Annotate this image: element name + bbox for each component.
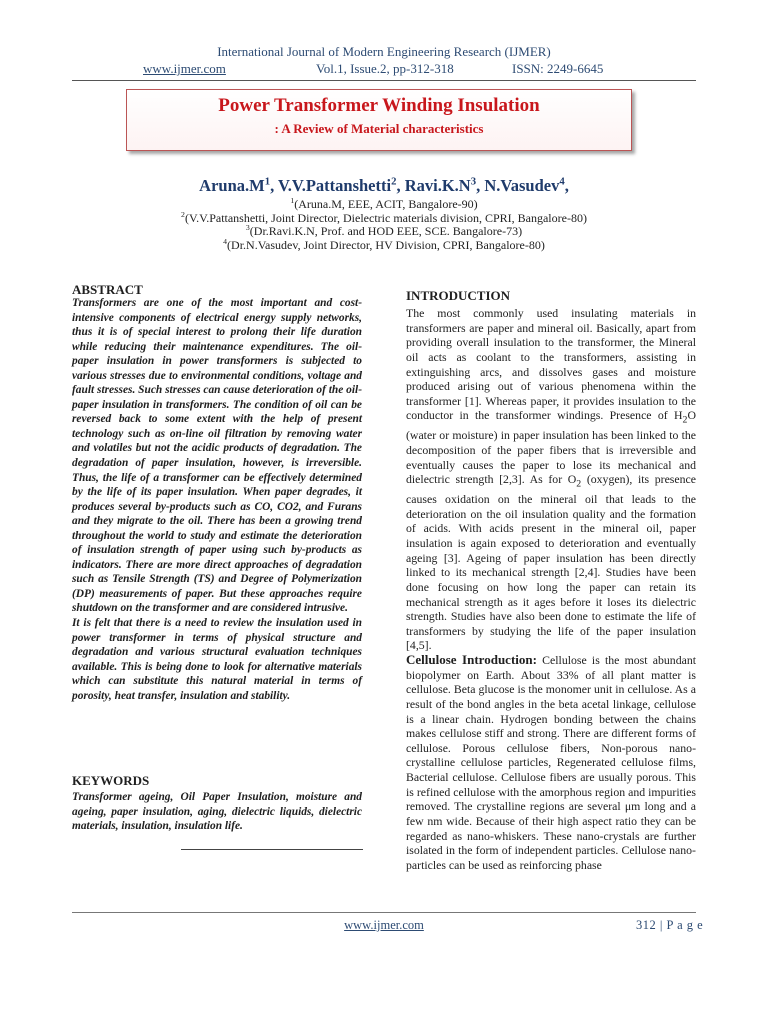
cellulose-body	[406, 653, 696, 872]
author-2: V.V.Pattanshetti	[278, 176, 392, 195]
paper-subtitle: : A Review of Material characteristics	[274, 121, 484, 136]
author-sep: ,	[270, 176, 279, 195]
author-4: N.Vasudev	[484, 176, 560, 195]
footer-website-link[interactable]: www.ijmer.com	[344, 918, 424, 932]
author-list	[0, 176, 768, 196]
intro-text-1: The most commonly used insulating materials in transformers are paper and mineral oil. Basically, apart from providing overall insulation to the transformer, the Mineral oil acts as coolant to the transformers, assisting in extinguishing arcs, and dissolves gases and moisture produced arising out of various phenomena within the transformer [1]. Whereas paper, it provides insulation to the conductor in the transformer windings. Presence of H	[406, 306, 696, 423]
header-rule	[72, 80, 696, 81]
intro-subscript-2: 2	[576, 478, 582, 490]
page-number: 312 | P a g e	[636, 918, 704, 932]
cellulose-paragraph	[406, 653, 696, 872]
author-1-sup: 1	[264, 175, 271, 188]
keywords-heading: KEYWORDS	[72, 773, 150, 788]
affiliation-1	[0, 197, 768, 212]
keywords-body: Transformer ageing, Oil Paper Insulation, moisture and ageing, paper insulation, aging, dielectric liquids, dielectric materials, insulation, insulation life.	[72, 791, 362, 833]
author-sep: ,	[476, 176, 485, 195]
affiliation-4-sup: 4	[223, 237, 228, 246]
title-box	[126, 89, 632, 151]
cellulose-heading: Cellulose Introduction:	[406, 652, 537, 667]
author-1: Aruna.M	[199, 176, 265, 195]
author-3-sup: 3	[470, 175, 477, 188]
abstract-heading: ABSTRACT	[72, 282, 143, 297]
affiliation-2-sup: 2	[181, 210, 185, 219]
journal-website-link[interactable]: www.ijmer.com	[143, 61, 226, 76]
author-3: Ravi.K.N	[404, 176, 471, 195]
abstract-paragraph-2: It is felt that there is a need to review the insulation used in power transformer in terms of physical structure and degradation and various structural evaluation techniques available. This is being done to look for alternative materials which can substitute this natural material in terms of porosity, heat transfer, insulation and stability.	[72, 617, 362, 702]
abstract-paragraph-1: Transformers are one of the most important and cost-intensive components of electrical energy supply networks, thus it is of special interest to prolong their life duration while reducing their maintenance expenditures. The oil-paper insulation in power transformers is subjected to various stresses due to environmental conditions, voltage and fault stresses. Such stresses can cause deterioration of the oil-paper insulation in transformers. The condition of oil can be reversed back to some extent with the help of present technology such as on-line oil filtration by removing water and volatiles but not the acidic products of degradation. The degradation of paper insulation, however, is irreversible. Thus, the life of a transformer can be effectively determined by the life of its paper insulation. When paper degrades, it produces several by-products such as CO, CO2, and Furans and they migrate to the oil. There has been a growing trend throughout the world to study and estimate the deterioration of insulation strength of paper using such by-products as indicators. There are more direct approaches of degradation such as Tensile Strength (TS) and Degree of Polymerization (DP) measurements of paper. But these approaches require shutdown on the transformer and are considered intrusive.	[72, 297, 362, 615]
column-rule	[181, 849, 363, 850]
affiliation-2-text: (V.V.Pattanshetti, Joint Director, Dielectric materials division, CPRI, Bangalore-80)	[184, 211, 587, 225]
footer-rule	[72, 912, 696, 913]
introduction-paragraph	[406, 306, 696, 653]
introduction-body	[406, 306, 696, 653]
author-2-sup: 2	[391, 175, 397, 188]
affiliation-3-sup: 3	[245, 223, 250, 232]
author-sep: ,	[396, 176, 405, 195]
affiliation-3-text: (Dr.Ravi.K.N, Prof. and HOD EEE, SCE. Bangalore-73)	[249, 224, 523, 238]
affiliation-3	[0, 224, 768, 239]
intro-text-3: (oxygen), its presence causes oxidation on the mineral oil that leads to the deterioration on the oil insulation quality and the formation of acids. With acids present in the mineral oil, paper insulation is again exposed to deterioration and eventually ageing [3]. Ageing of paper insulation has been directly linked to its mechanical strength [2,4]. Studies have been done focusing on how long the paper can retain its mechanical strength as it ages before it loses its dielectric strength. Studies have also been done to estimate the life of transformers by studying the life of the paper insulation [4,5].	[406, 472, 697, 653]
journal-issn: ISSN: 2249-6645	[512, 61, 604, 76]
introduction-heading: INTRODUCTION	[406, 288, 511, 303]
author-4-sup: 4	[559, 175, 565, 188]
affiliation-4	[0, 238, 768, 253]
affiliation-4-text: (Dr.N.Vasudev, Joint Director, HV Division, CPRI, Bangalore-80)	[227, 238, 545, 252]
affiliation-1-text: (Aruna.M, EEE, ACIT, Bangalore-90)	[294, 197, 478, 211]
journal-name: International Journal of Modern Engineering Research (IJMER)	[217, 44, 551, 59]
paper-title: Power Transformer Winding Insulation	[218, 95, 540, 116]
author-end: ,	[564, 176, 569, 195]
journal-volume: Vol.1, Issue.2, pp-312-318	[316, 61, 454, 76]
abstract-body	[72, 296, 362, 703]
intro-subscript-1: 2	[682, 414, 688, 426]
intro-text-2: O (water or moisture) in paper insulation has been linked to the decomposition of the paper fibers that is irreversible and eventually causes the paper to lose its mechanical and dielectric strength [2,3]. As for O	[406, 408, 696, 487]
cellulose-text: Cellulose is the most abundant biopolymer on Earth. About 33% of all plant matter is cellulose. Beta glucose is the monomer unit in cellulose. As a result of the bond angles in the beta acetal linkage, cellulose is a linear chain. Hydrogen bonding between the chains makes cellulose stiff and strong. There are different forms of cellulose. Porous cellulose fibers, Non-porous nano-crystalline cellulose particles, Regenerated cellulose films, Bacterial cellulose. Cellulose fibers are usually porous. This is refined cellulose with the amorphous region and impurities removed. The crystalline regions are several μm long and a few nm wide. Because of their high aspect ratio they can be regarded as nano-whiskers. These nano-crystals are further isolated in the form of independent particles. Cellulose nano-particles can be used as reinforcing phase	[406, 653, 697, 872]
affiliation-1-sup: 1	[290, 196, 295, 205]
